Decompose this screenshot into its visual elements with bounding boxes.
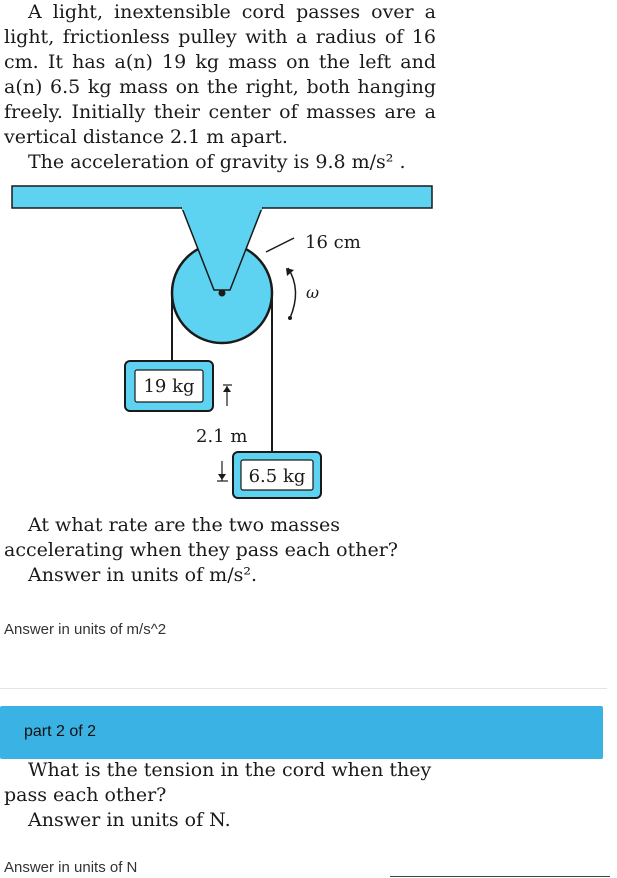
left-mass-label: 19 kg xyxy=(143,376,195,397)
omega-arrow xyxy=(288,268,296,318)
pulley-axle xyxy=(219,290,226,297)
part2-units-prompt: Answer in units of N. xyxy=(28,809,231,831)
right-mass-label: 6.5 kg xyxy=(248,466,306,487)
part2-question-text: What is the tension in the cord when they pass each other? xyxy=(4,759,432,806)
part1-question-text: At what rate are the two masses accelerating when they pass each other? xyxy=(4,514,398,561)
part2-title: part 2 of 2 xyxy=(24,723,97,740)
gravity-text: The acceleration of gravity is 9.8 m/s² . xyxy=(28,151,406,173)
part2-answer-hint[interactable]: Answer in units of N xyxy=(4,859,138,876)
part1-units-prompt: Answer in units of m/s². xyxy=(28,564,258,586)
answer-input-line[interactable] xyxy=(390,876,610,877)
omega-label: ω xyxy=(306,283,320,302)
problem-statement xyxy=(4,0,436,175)
divider xyxy=(0,688,607,689)
distance-label: 2.1 m xyxy=(196,426,248,447)
pulley-diagram xyxy=(0,178,440,508)
problem-text: A light, inextensible cord passes over a light, frictionless pulley with a radius of 16 cm. It has a(n) 19 kg mass on the left and a(n) 6.5 kg mass on the right, both hanging freely. Initially their center of masses are a vertical distance 2.1 m apart. xyxy=(4,1,436,148)
part1-question xyxy=(4,513,436,588)
part2-question xyxy=(4,758,436,833)
part1-answer-hint[interactable]: Answer in units of m/s^2 xyxy=(4,621,167,638)
radius-label: 16 cm xyxy=(305,232,361,253)
part2-header xyxy=(0,706,603,759)
ceiling-bar xyxy=(12,186,432,208)
